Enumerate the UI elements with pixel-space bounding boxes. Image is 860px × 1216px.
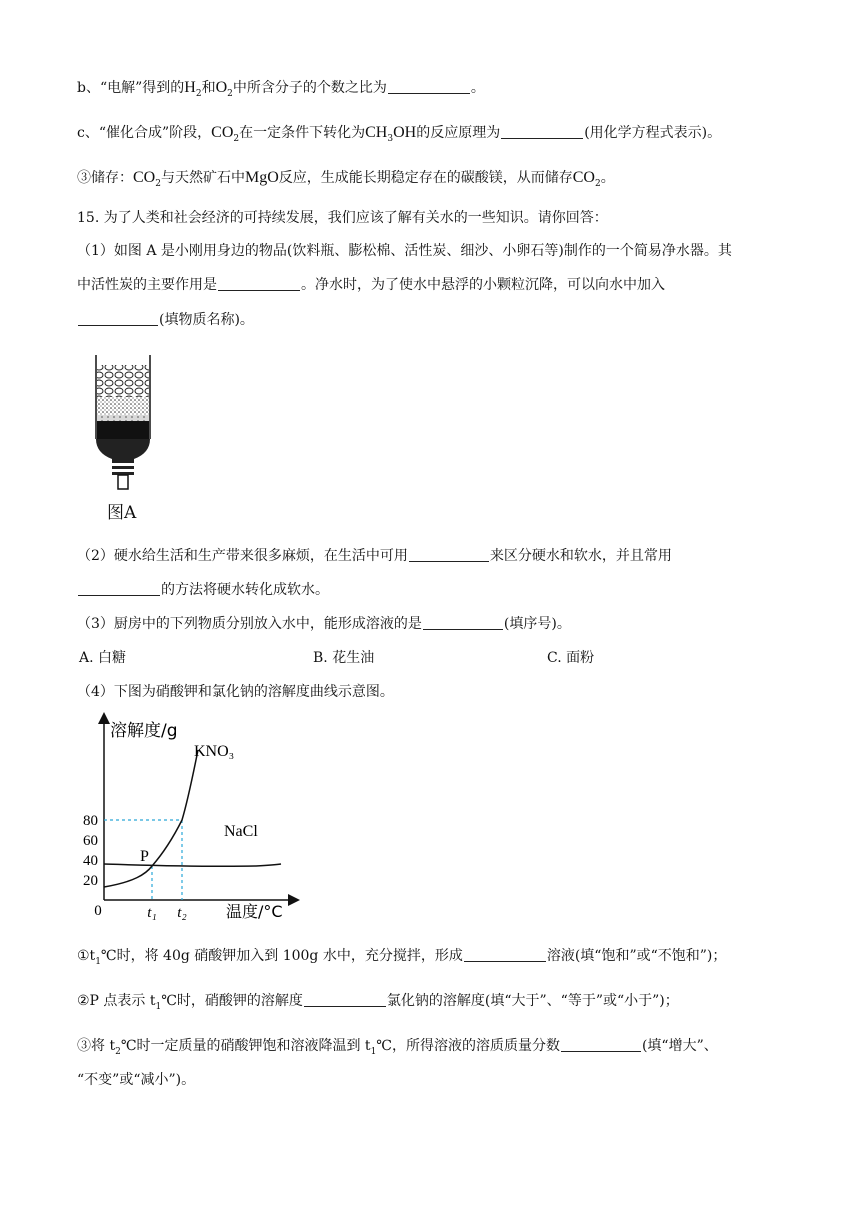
sand-layer	[97, 397, 149, 415]
text: 在一定条件下转化为	[239, 125, 366, 141]
text: 与天然矿石中	[160, 170, 245, 186]
text: ℃时一定质量的硝酸钾饱和溶液降温到 t	[120, 1038, 371, 1054]
question-15-title: 15. 为了人类和社会经济的可持续发展，我们应该了解有关水的一些知识。请你回答：	[77, 210, 608, 226]
subscript: 2	[155, 178, 161, 189]
y-tick-labels	[83, 813, 98, 889]
x-tick-label: t₁	[147, 905, 157, 921]
text: 中所含分子的个数之比为	[232, 80, 387, 96]
subscript: 2	[227, 88, 233, 99]
text: 氯化钠的溶解度(填“大于”、“等于”或“小于”)；	[386, 993, 679, 1009]
y-tick-label: 40	[83, 853, 98, 869]
question-line-store	[77, 168, 615, 194]
x-tick-label: t₂	[177, 905, 187, 921]
answer-blank[interactable]	[78, 311, 158, 326]
pebble-layer	[97, 365, 149, 397]
y-tick-label: 20	[83, 873, 98, 889]
text: 。	[600, 170, 615, 186]
cotton-layer	[97, 415, 149, 421]
y-axis-label: 溶解度/g	[110, 721, 178, 741]
sub-question-3-line-a	[77, 1036, 718, 1062]
answer-blank[interactable]	[388, 79, 470, 94]
answer-blank[interactable]	[218, 276, 300, 291]
subscript: 1	[95, 956, 101, 967]
text: 来区分硬水和软水，并且常用	[489, 548, 672, 564]
text: 中活性炭的主要作用是	[77, 277, 217, 293]
series-line-nacl	[104, 864, 281, 866]
text: (填物质名称)。	[159, 312, 254, 328]
answer-blank[interactable]	[561, 1037, 641, 1052]
sub-question-2	[77, 991, 679, 1017]
question-line-b	[77, 78, 485, 104]
curves	[104, 750, 281, 887]
text: ③将 t	[77, 1038, 116, 1054]
text: 和	[201, 80, 216, 96]
sub-question-1	[77, 946, 726, 972]
text: ℃，所得溶液的溶质质量分数	[376, 1038, 560, 1054]
outlet-tube	[118, 475, 128, 489]
formula-ch3oh: OH	[393, 124, 417, 141]
answer-blank[interactable]	[423, 615, 503, 630]
question-1-line-c	[77, 310, 254, 330]
y-tick-label: 60	[83, 833, 98, 849]
formula-co2: CO	[211, 124, 234, 141]
question-2-line-a	[77, 546, 672, 566]
series-label-nacl: NaCl	[224, 823, 258, 840]
text: 的方法将硬水转化成软水。	[161, 582, 329, 598]
bottle-neck	[96, 439, 150, 459]
subscript: 2	[115, 1046, 121, 1057]
text: b、“电解”得到的	[77, 80, 185, 96]
subscript: 1	[155, 1001, 162, 1012]
option-c[interactable]: C. 面粉	[547, 650, 595, 666]
series-label-kno3: KNO₃	[194, 743, 235, 760]
question-line-c	[77, 123, 721, 149]
formula-ch3oh: CH	[365, 124, 388, 141]
sub-question-3-line-b: “不变”或“减小”)。	[77, 1072, 196, 1088]
text: 反应，生成能长期稳定存在的碳酸镁，从而储存	[278, 170, 573, 186]
point-p-label: P	[140, 848, 149, 865]
subscript: 2	[594, 178, 601, 189]
text: ℃时，硝酸钾的溶解度	[161, 993, 303, 1009]
text: c、“催化合成”阶段，	[77, 125, 212, 141]
formula-co2: CO	[572, 169, 595, 186]
text: （3）厨房中的下列物质分别放入水中，能形成溶液的是	[77, 616, 422, 632]
question-1-line-a: （1）如图 A 是小刚用身边的物品(饮料瓶、膨松棉、活性炭、细沙、小卵石等)制作的一个简易净水器。其	[77, 243, 732, 259]
subscript: 2	[233, 133, 240, 144]
text: 溶液(填“饱和”或“不饱和”)；	[546, 948, 727, 964]
y-tick-label: 80	[83, 813, 98, 829]
subscript: 1	[370, 1046, 377, 1057]
option-b[interactable]: B. 花生油	[313, 650, 375, 666]
text: 的反应原理为	[416, 125, 501, 141]
text: ②P 点表示 t	[77, 993, 156, 1009]
formula-h2: H	[184, 79, 196, 96]
text: ℃时，将 40g 硝酸钾加入到 100g 水中，充分搅拌，形成	[100, 948, 463, 964]
bottle-cap	[112, 459, 134, 475]
x-axis-label: 温度/°C	[226, 902, 283, 921]
option-a[interactable]: A. 白糖	[79, 650, 127, 666]
question-3-line	[77, 614, 571, 634]
question-2-line-b	[77, 580, 329, 600]
answer-blank[interactable]	[464, 947, 546, 962]
figure-a-label: 图A	[107, 503, 137, 523]
text: ③储存：	[77, 170, 133, 186]
answer-blank[interactable]	[501, 124, 583, 139]
text: 。净水时，为了使水中悬浮的小颗粒沉降，可以向水中加入	[301, 277, 665, 293]
origin-label: 0	[94, 903, 102, 919]
answer-blank[interactable]	[409, 547, 489, 562]
water-filter-figure	[94, 355, 164, 495]
text: 。	[470, 80, 485, 96]
subscript: 3	[387, 133, 394, 144]
answer-blank[interactable]	[78, 581, 160, 596]
x-tick-labels	[147, 905, 186, 921]
text: （2）硬水给生活和生产带来很多麻烦，在生活中可用	[77, 548, 408, 564]
text: (用化学方程式表示)。	[584, 125, 722, 141]
text: (填“增大”、	[641, 1038, 718, 1054]
question-1-line-b	[77, 275, 665, 295]
formula-o2: O	[215, 79, 228, 96]
solubility-chart	[76, 712, 306, 927]
carbon-layer	[97, 421, 149, 439]
answer-blank[interactable]	[304, 992, 386, 1007]
subscript: 2	[195, 88, 202, 99]
question-4-line: （4）下图为硝酸钾和氯化钠的溶解度曲线示意图。	[77, 684, 394, 700]
formula-mgo: MgO	[244, 169, 279, 186]
formula-co2: CO	[133, 169, 156, 186]
text: ①t	[77, 948, 96, 964]
text: (填序号)。	[503, 616, 571, 632]
